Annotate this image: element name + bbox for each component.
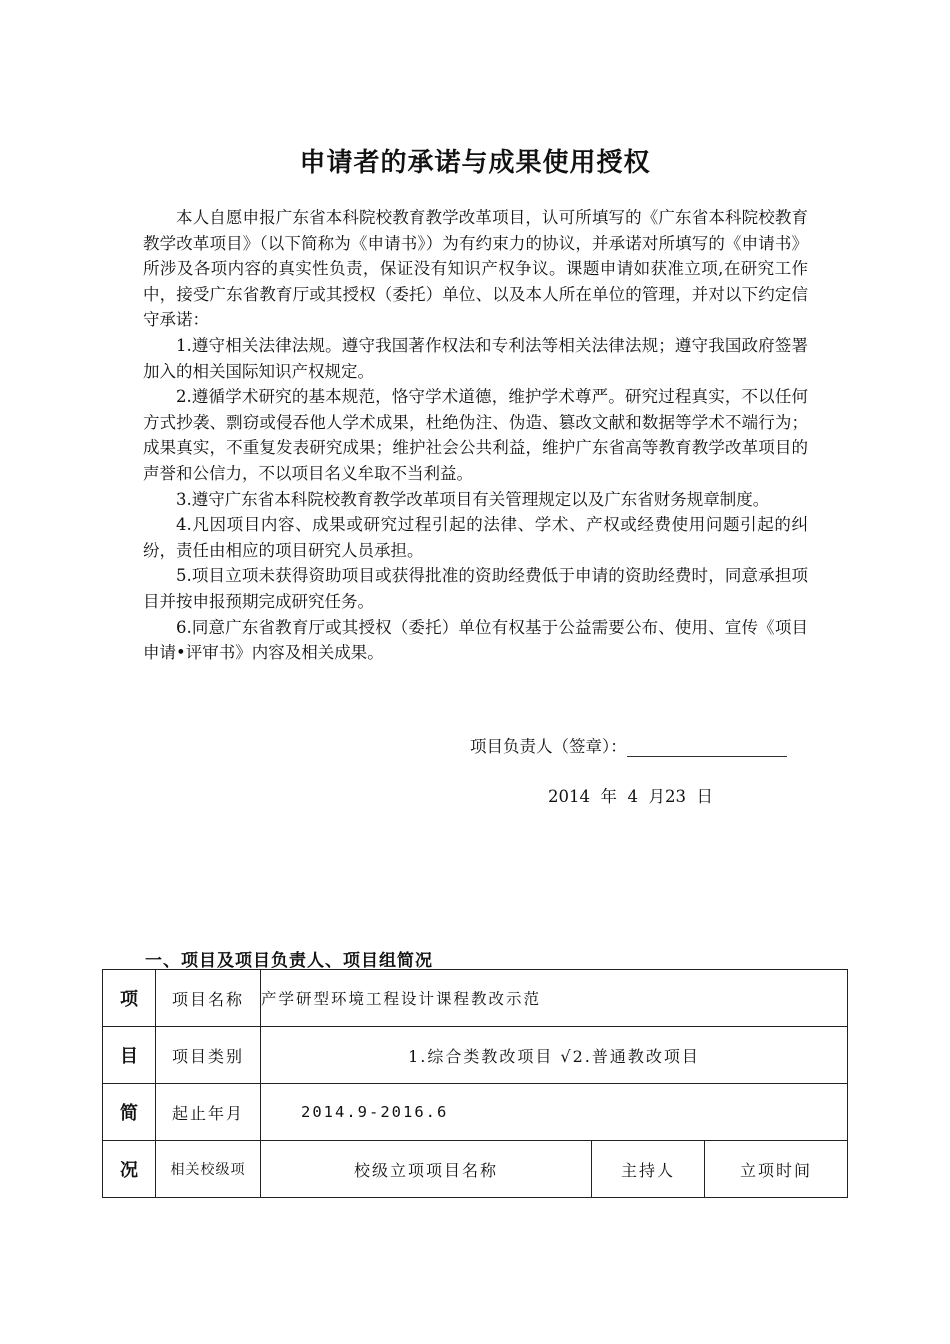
- clause-6: 6.同意广东省教育厅或其授权（委托）单位有权基于公益需要公布、使用、宣传《项目申请•评审书》内容及相关成果。: [143, 617, 808, 663]
- host-header: 主持人: [592, 1141, 705, 1198]
- page-title: 申请者的承诺与成果使用授权: [299, 148, 651, 178]
- signature-label: 项目负责人（签章）：: [470, 737, 627, 756]
- project-name-value[interactable]: 产学研型环境工程设计课程教改示范: [261, 970, 848, 1027]
- clause-4: 4.凡因项目内容、成果或研究过程引起的法律、学术、产权或经费使用问题引起的纠纷，责任由相应的项目研究人员承担。: [143, 515, 808, 560]
- approval-time-header: 立项时间: [705, 1141, 848, 1198]
- section-heading: 一、项目及项目负责人、项目组简况: [145, 951, 433, 971]
- clause-5: 5.项目立项未获得资助项目或获得批准的资助经费低于申请的资助经费时，同意承担项目并按申报预期完成研究任务。: [143, 566, 808, 611]
- table-row: [103, 1084, 848, 1141]
- clause-2: 2.遵循学术研究的基本规范，恪守学术道德，维护学术尊严。研究过程真实，不以任何方式抄袭、剽窃或侵吞他人学术成果，杜绝伪注、伪造、篡改文献和数据等学术不端行为；成果真实，不重复发表研究成果；维护社会公共利益，维护广东省高等教育教学改革项目的声誉和公信力，不以项目名义牟取不当利益。: [143, 387, 808, 483]
- signature-line[interactable]: [627, 738, 787, 757]
- table-row: [103, 1141, 848, 1198]
- period-value[interactable]: 2014.9-2016.6: [261, 1084, 848, 1141]
- vertical-char: 目: [103, 1027, 156, 1084]
- school-project-name-header: 校级立项项目名称: [261, 1141, 592, 1198]
- clause-3: 3.遵守广东省本科院校教育教学改革项目有关管理规定以及广东省财务规章制度。: [176, 489, 770, 509]
- table-row: [103, 1027, 848, 1084]
- clause-1: 1.遵守相关法律法规。遵守我国著作权法和专利法等相关法律法规；遵守我国政府签署加入的相关国际知识产权规定。: [143, 335, 808, 381]
- vertical-char: 况: [103, 1141, 156, 1198]
- project-info-table: [102, 969, 848, 1198]
- vertical-char: 简: [103, 1084, 156, 1141]
- project-name-label: 项目名称: [156, 970, 261, 1027]
- signature-row: [470, 733, 787, 757]
- sign-date: 2014 年 4 月23 日: [548, 787, 713, 806]
- vertical-char: 项: [103, 970, 156, 1027]
- project-type-label: 项目类别: [156, 1027, 261, 1084]
- related-project-label: 相关校级项: [156, 1141, 261, 1198]
- project-type-value[interactable]: 1.综合类教改项目 √2.普通教改项目: [261, 1027, 848, 1084]
- table-row: [103, 970, 848, 1027]
- period-label: 起止年月: [156, 1084, 261, 1141]
- commitment-text: [143, 205, 808, 666]
- intro-paragraph: 本人自愿申报广东省本科院校教育教学改革项目，认可所填写的《广东省本科院校教育教学改革项目》（以下简称为《申请书》）为有约束力的协议，并承诺对所填写的《申请书》所涉及各项内容的真实性负责，保证没有知识产权争议。课题申请如获准立项,在研究工作中，接受广东省教育厅或其授权（委托）单位、以及本人所在单位的管理，并对以下约定信守承诺：: [143, 208, 808, 330]
